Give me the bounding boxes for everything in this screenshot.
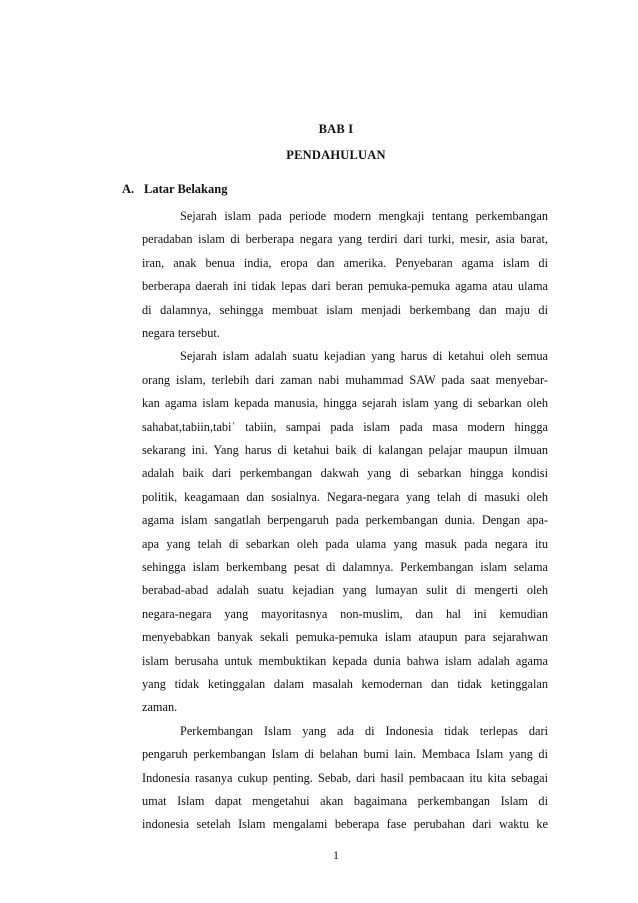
text-line: Sejarah islam pada periode modern mengkaji tentang perkembangan <box>180 209 548 223</box>
text-line: menyebabkan banyak sekali pemuka-pemuka islam ataupun para sejarahwan <box>142 630 548 645</box>
text-line: politik, keagamaan dan sosialnya. Negara-negara yang telah di masuki oleh <box>142 489 548 504</box>
text-line: di dalamnya, sehingga membuat islam menjadi berkembang dan maju di <box>142 302 548 317</box>
text-line: kan agama islam kepada manusia, hingga sejarah islam yang di sebarkan oleh <box>142 396 548 411</box>
text-line: sehingga islam berkembang pesat di dalamnya. Perkembangan islam selama <box>142 560 548 574</box>
text-line: yang tidak ketinggalan dalam masalah kemodernan dan tidak ketinggalan <box>142 677 548 691</box>
section-title: Latar Belakang <box>144 182 228 196</box>
text-line: agama islam sangatlah berpengaruh pada perkembangan dunia. Dengan apa- <box>142 513 548 528</box>
section-heading <box>122 182 227 197</box>
text-line: iran, anak benua india, eropa dan amerika. Penyebaran agama islam di <box>142 255 548 270</box>
chapter-number: BAB I <box>318 122 354 136</box>
section-letter: A. <box>122 182 135 196</box>
text-line: zaman. <box>142 700 178 715</box>
chapter-title: PENDAHULUAN <box>286 148 386 162</box>
text-line: Perkembangan Islam yang ada di Indonesia tidak terlepas dari <box>180 723 548 738</box>
text-line: Indonesia rasanya cukup penting. Sebab, dari hasil pembacaan itu kita sebagai <box>142 770 548 785</box>
text-line: berabad-abad adalah suatu kejadian yang lumayan sulit di mengerti oleh <box>142 583 548 598</box>
text-line: pengaruh perkembangan Islam di belahan bumi lain. Membaca Islam yang di <box>142 747 548 762</box>
text-line: negara tersebut. <box>142 326 220 340</box>
text-line: berberapa daerah ini tidak lepas dari beran pemuka-pemuka agama atau ulama <box>142 279 548 294</box>
text-line: sahabat,tabiin,tabiʾ tabiin, sampai pada islam pada masa modern hingga <box>142 419 548 434</box>
page-number: 1 <box>333 847 339 862</box>
text-line: sekarang ini. Yang harus di ketahui baik di kalangan pelajar maupun ilmuan <box>142 443 548 457</box>
text-line: apa yang telah di sebarkan oleh pada ulama yang masuk pada negara itu <box>142 536 548 551</box>
text-line: islam berusaha untuk membuktikan kepada dunia bahwa islam adalah agama <box>142 653 548 668</box>
text-line: peradaban islam di berberapa negara yang terdiri dari turki, mesir, asia barat, <box>142 232 548 247</box>
text-line: indonesia setelah Islam mengalami beberapa fase perubahan dari waktu ke <box>142 817 548 832</box>
text-line: orang islam, terlebih dari zaman nabi muhammad SAW pada saat menyebar- <box>142 372 548 387</box>
text-line: adalah baik dari perkembangan dakwah yang di sebarkan hingga kondisi <box>142 466 548 481</box>
text-line: negara-negara yang mayoritasnya non-muslim, dan hal ini kemudian <box>142 606 548 621</box>
text-line: umat Islam dapat mengetahui akan bagaimana perkembangan Islam di <box>142 794 548 808</box>
text-line: Sejarah islam adalah suatu kejadian yang harus di ketahui oleh semua <box>180 349 548 364</box>
